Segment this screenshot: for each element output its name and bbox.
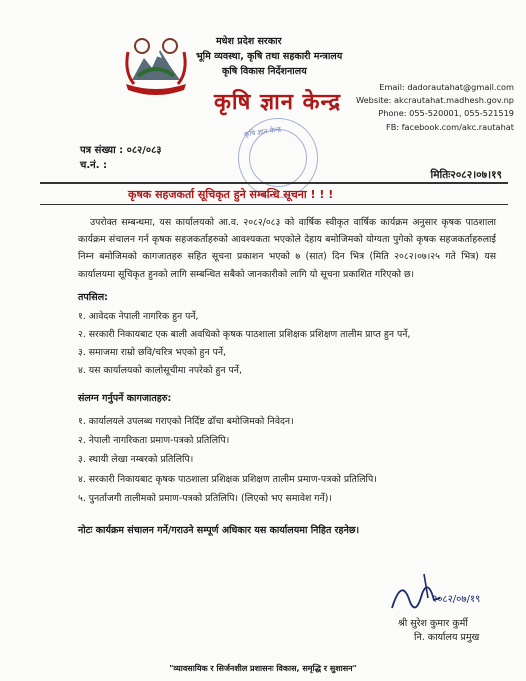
contact-block xyxy=(356,81,514,134)
signatory-name: श्री सुरेश कुमार कुर्मी xyxy=(398,618,468,629)
letter-number: पत्र संख्या : ०८२/०८३ xyxy=(80,145,162,156)
stamp-text: कृषि ज्ञान केन्द्र xyxy=(243,125,282,139)
header-directorate: कृषि विकास निर्देशनालय xyxy=(222,66,307,77)
notice-paragraph xyxy=(78,214,496,283)
document-item: २. नेपाली नागरिकता प्रमाण-पत्रको प्रतिलिपि। xyxy=(78,435,230,446)
signature-scribble xyxy=(388,568,488,618)
contact-email: Email: dadorautahat@gmail.com xyxy=(379,82,514,92)
signatory-title: नि. कार्यालय प्रमुख xyxy=(414,632,480,643)
contact-website: Website: akcrautahat.madhesh.gov.np xyxy=(356,95,514,106)
document-item: ३. स्थायी लेखा नम्बरको प्रतिलिपि। xyxy=(78,454,194,465)
signature-date: २०८२/०७/१९ xyxy=(432,594,481,605)
notice-note: नोटः कार्यक्रम संचालन गर्ने/गराउने सम्पूर्ण अधिकार यस कार्यालयमा निहित रहनेछ। xyxy=(78,525,360,536)
document-item: ५. पुनर्ताजगी तालीमको प्रमाण-पत्रको प्रतिलिपि। (लिएको भए समावेश गर्ने)। xyxy=(78,493,332,504)
notice-title: कृषक सहजकर्ता सूचिकृत हुने सम्बन्धि सूचना ! ! ! xyxy=(128,188,334,201)
requirement-item: २. सरकारी निकायबाट एक बाली अवधिको कृषक पाठशाला प्रशिक्षक प्रशिक्षण तालीम प्राप्त हुन पर्ने, xyxy=(78,329,411,340)
requirements-label: तपसिल: xyxy=(78,292,108,303)
documents-label: संलग्न गर्नुपर्ने कागजातहरु: xyxy=(78,393,172,404)
dispatch-number: च.नं. : xyxy=(80,160,107,171)
paragraph-text: उपरोक्त सम्बन्धमा, यस कार्यालयको आ.व. २०८२/०८३ को वार्षिक स्वीकृत वार्षिक कार्यक्रम अनुसार कृषक पाठशाला कार्यक्रम संचालन गर्न कृषक सहजकर्ताहरुको आवश्यकता भएकोले देहाय बमोजिमको योग्यता पुगेको कृषक सहजकर्ताहरुलाई निम्न बमोजिमको कागजातहरु सहित सूचना प्रकाशन भएको ७ (सात) दिन भित्र (मिति २०८२।०७।२५ गते भित्र) यस कार्यालयमा सूचिकृत हुनको लागि सम्बन्धित सबैको जानकारीको लागि यो सूचना प्रकाशित गरिएको छ। xyxy=(78,217,496,280)
header-province: मधेश प्रदेश सरकार xyxy=(216,36,282,47)
footer-motto: "व्यावसायिक र सिर्जनशील प्रशासनः विकास, समृद्धि र सुशासन" xyxy=(169,664,357,673)
divider-bottom xyxy=(40,204,508,205)
office-title: कृषि ज्ञान केन्द्र xyxy=(214,90,342,115)
nepal-emblem-icon xyxy=(118,32,194,100)
requirement-item: ४. यस कार्यालयको कालोसूचीमा नपरेको हुन पर्ने, xyxy=(78,365,242,376)
notice-date: मितिः२०८२।०७।१९ xyxy=(430,169,502,181)
header-ministry: भूमि व्यवस्था, कृषि तथा सहकारी मन्त्रालय xyxy=(196,51,343,62)
requirement-item: १. आवेदक नेपाली नागरिक हुन पर्ने, xyxy=(78,311,199,322)
document-item: ४. सरकारी निकायबाट कृषक पाठशाला प्रशिक्षक प्रशिक्षण तालीम प्रमाण-पत्रको प्रतिलिपि। xyxy=(78,474,377,485)
document-item: १. कार्यालयले उपलब्ध गराएको निर्दिष्ट ढाँचा बमोजिमको निवेदन। xyxy=(78,416,294,427)
divider-top xyxy=(40,182,508,184)
requirement-item: ३. समाजमा राम्रो छवि/चरित्र भएको हुन पर्ने, xyxy=(78,347,227,358)
contact-phone: Phone: 055-520001, 055-521519 xyxy=(378,108,514,119)
contact-facebook: FB: facebook.com/akc.rautahat xyxy=(385,121,514,132)
